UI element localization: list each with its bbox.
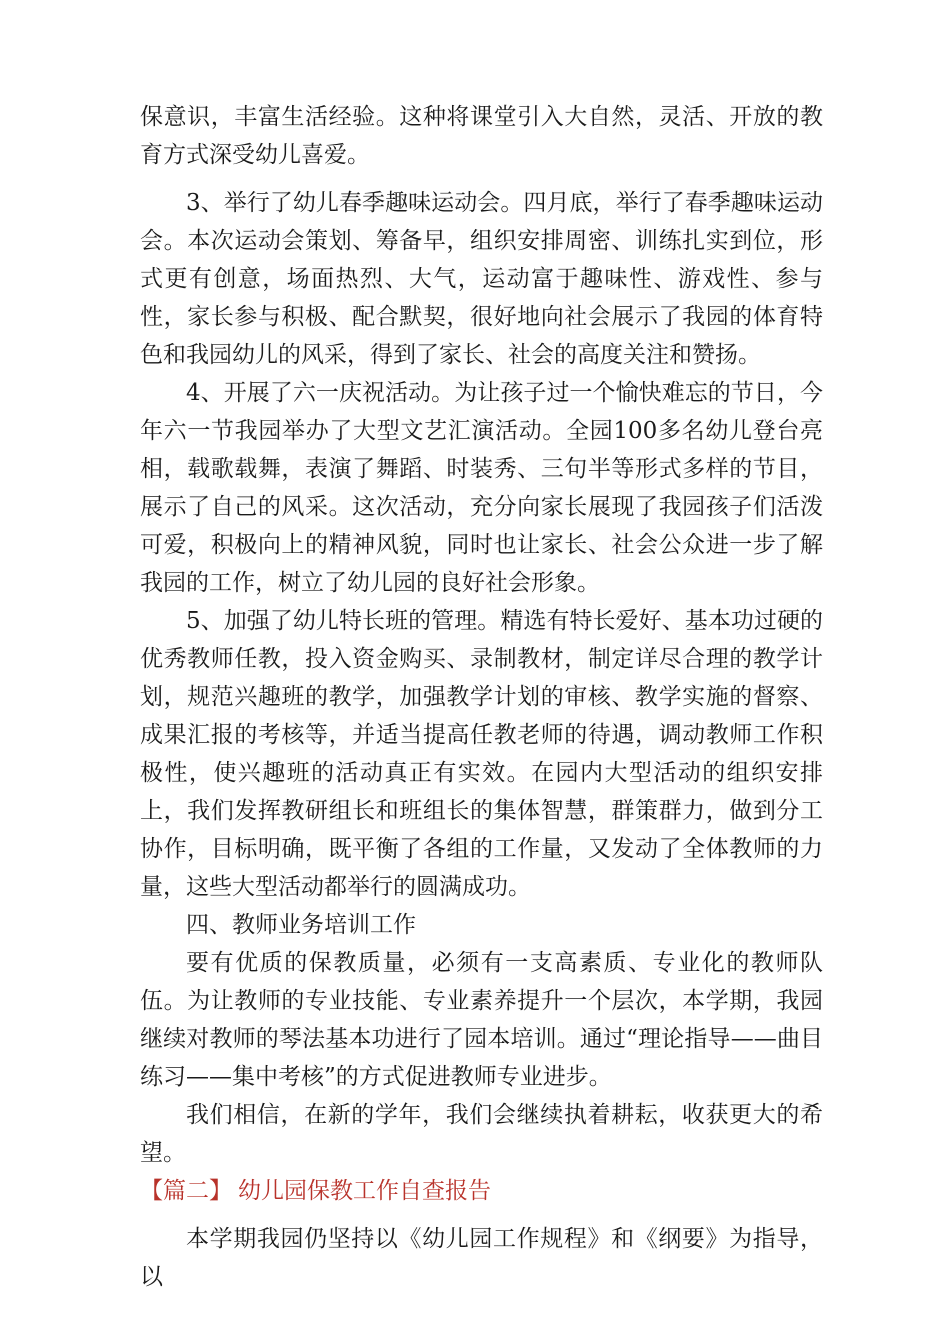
section-heading (140, 1172, 823, 1210)
heading-teacher-training: 四、教师业务培训工作 (186, 912, 416, 938)
paragraph-intro: 保意识，丰富生活经验。这种将课堂引入大自然，灵活、开放的教育方式深受幼儿喜爱。 (140, 104, 823, 168)
paragraph-specialty-class: 5、加强了幼儿特长班的管理。精选有特长爱好、基本功过硬的优秀教师任教，投入资金购买、录制教材，制定详尽合理的教学计划，规范兴趣班的教学，加强教学计划的审核、教学实施的督察、成果汇报的考核等，并适当提高任教老师的待遇，调动教师工作积极性，使兴趣班的活动真正有实效。在园内大型活动的组织安排上，我们发挥教研组长和班组长的集体智慧，群策群力，做到分工协作，目标明确，既平衡了各组的工作量，又发动了全体教师的力量，这些大型活动都举行的圆满成功。 (140, 608, 823, 900)
paragraph-childrens-day: 4、开展了六一庆祝活动。为让孩子过一个愉快难忘的节日，今年六一节我园举办了大型文艺汇演活动。全园100多名幼儿登台亮相，载歌载舞，表演了舞蹈、时装秀、三句半等形式多样的节目，展示了自己的风采。这次活动，充分向家长展现了我园孩子们活泼可爱，积极向上的精神风貌，同时也让家长、社会公众进一步了解我园的工作，树立了幼儿园的良好社会形象。 (140, 380, 823, 596)
paragraph-section-intro: 本学期我园仍坚持以《幼儿园工作规程》和《纲要》为指导，以 (140, 1226, 823, 1290)
section-tag: 【篇二】 (140, 1178, 232, 1204)
paragraph-conclusion: 我们相信，在新的学年，我们会继续执着耕耘，收获更大的希望。 (140, 1102, 823, 1166)
paragraph-sports-meet: 3、举行了幼儿春季趣味运动会。四月底，举行了春季趣味运动会。本次运动会策划、筹备早，组织安排周密、训练扎实到位，形式更有创意，场面热烈、大气，运动富于趣味性、游戏性、参与性，家长参与积极、配合默契，很好地向社会展示了我园的体育特色和我园幼儿的风采，得到了家长、社会的高度关注和赞扬。 (140, 190, 823, 368)
paragraph-teacher-training: 要有优质的保教质量，必须有一支高素质、专业化的教师队伍。为让教师的专业技能、专业素养提升一个层次，本学期，我园继续对教师的琴法基本功进行了园本培训。通过“理论指导——曲目练习——集中考核”的方式促进教师专业进步。 (140, 950, 823, 1090)
document-page (140, 98, 823, 1296)
section-title: 幼儿园保教工作自查报告 (238, 1178, 491, 1204)
